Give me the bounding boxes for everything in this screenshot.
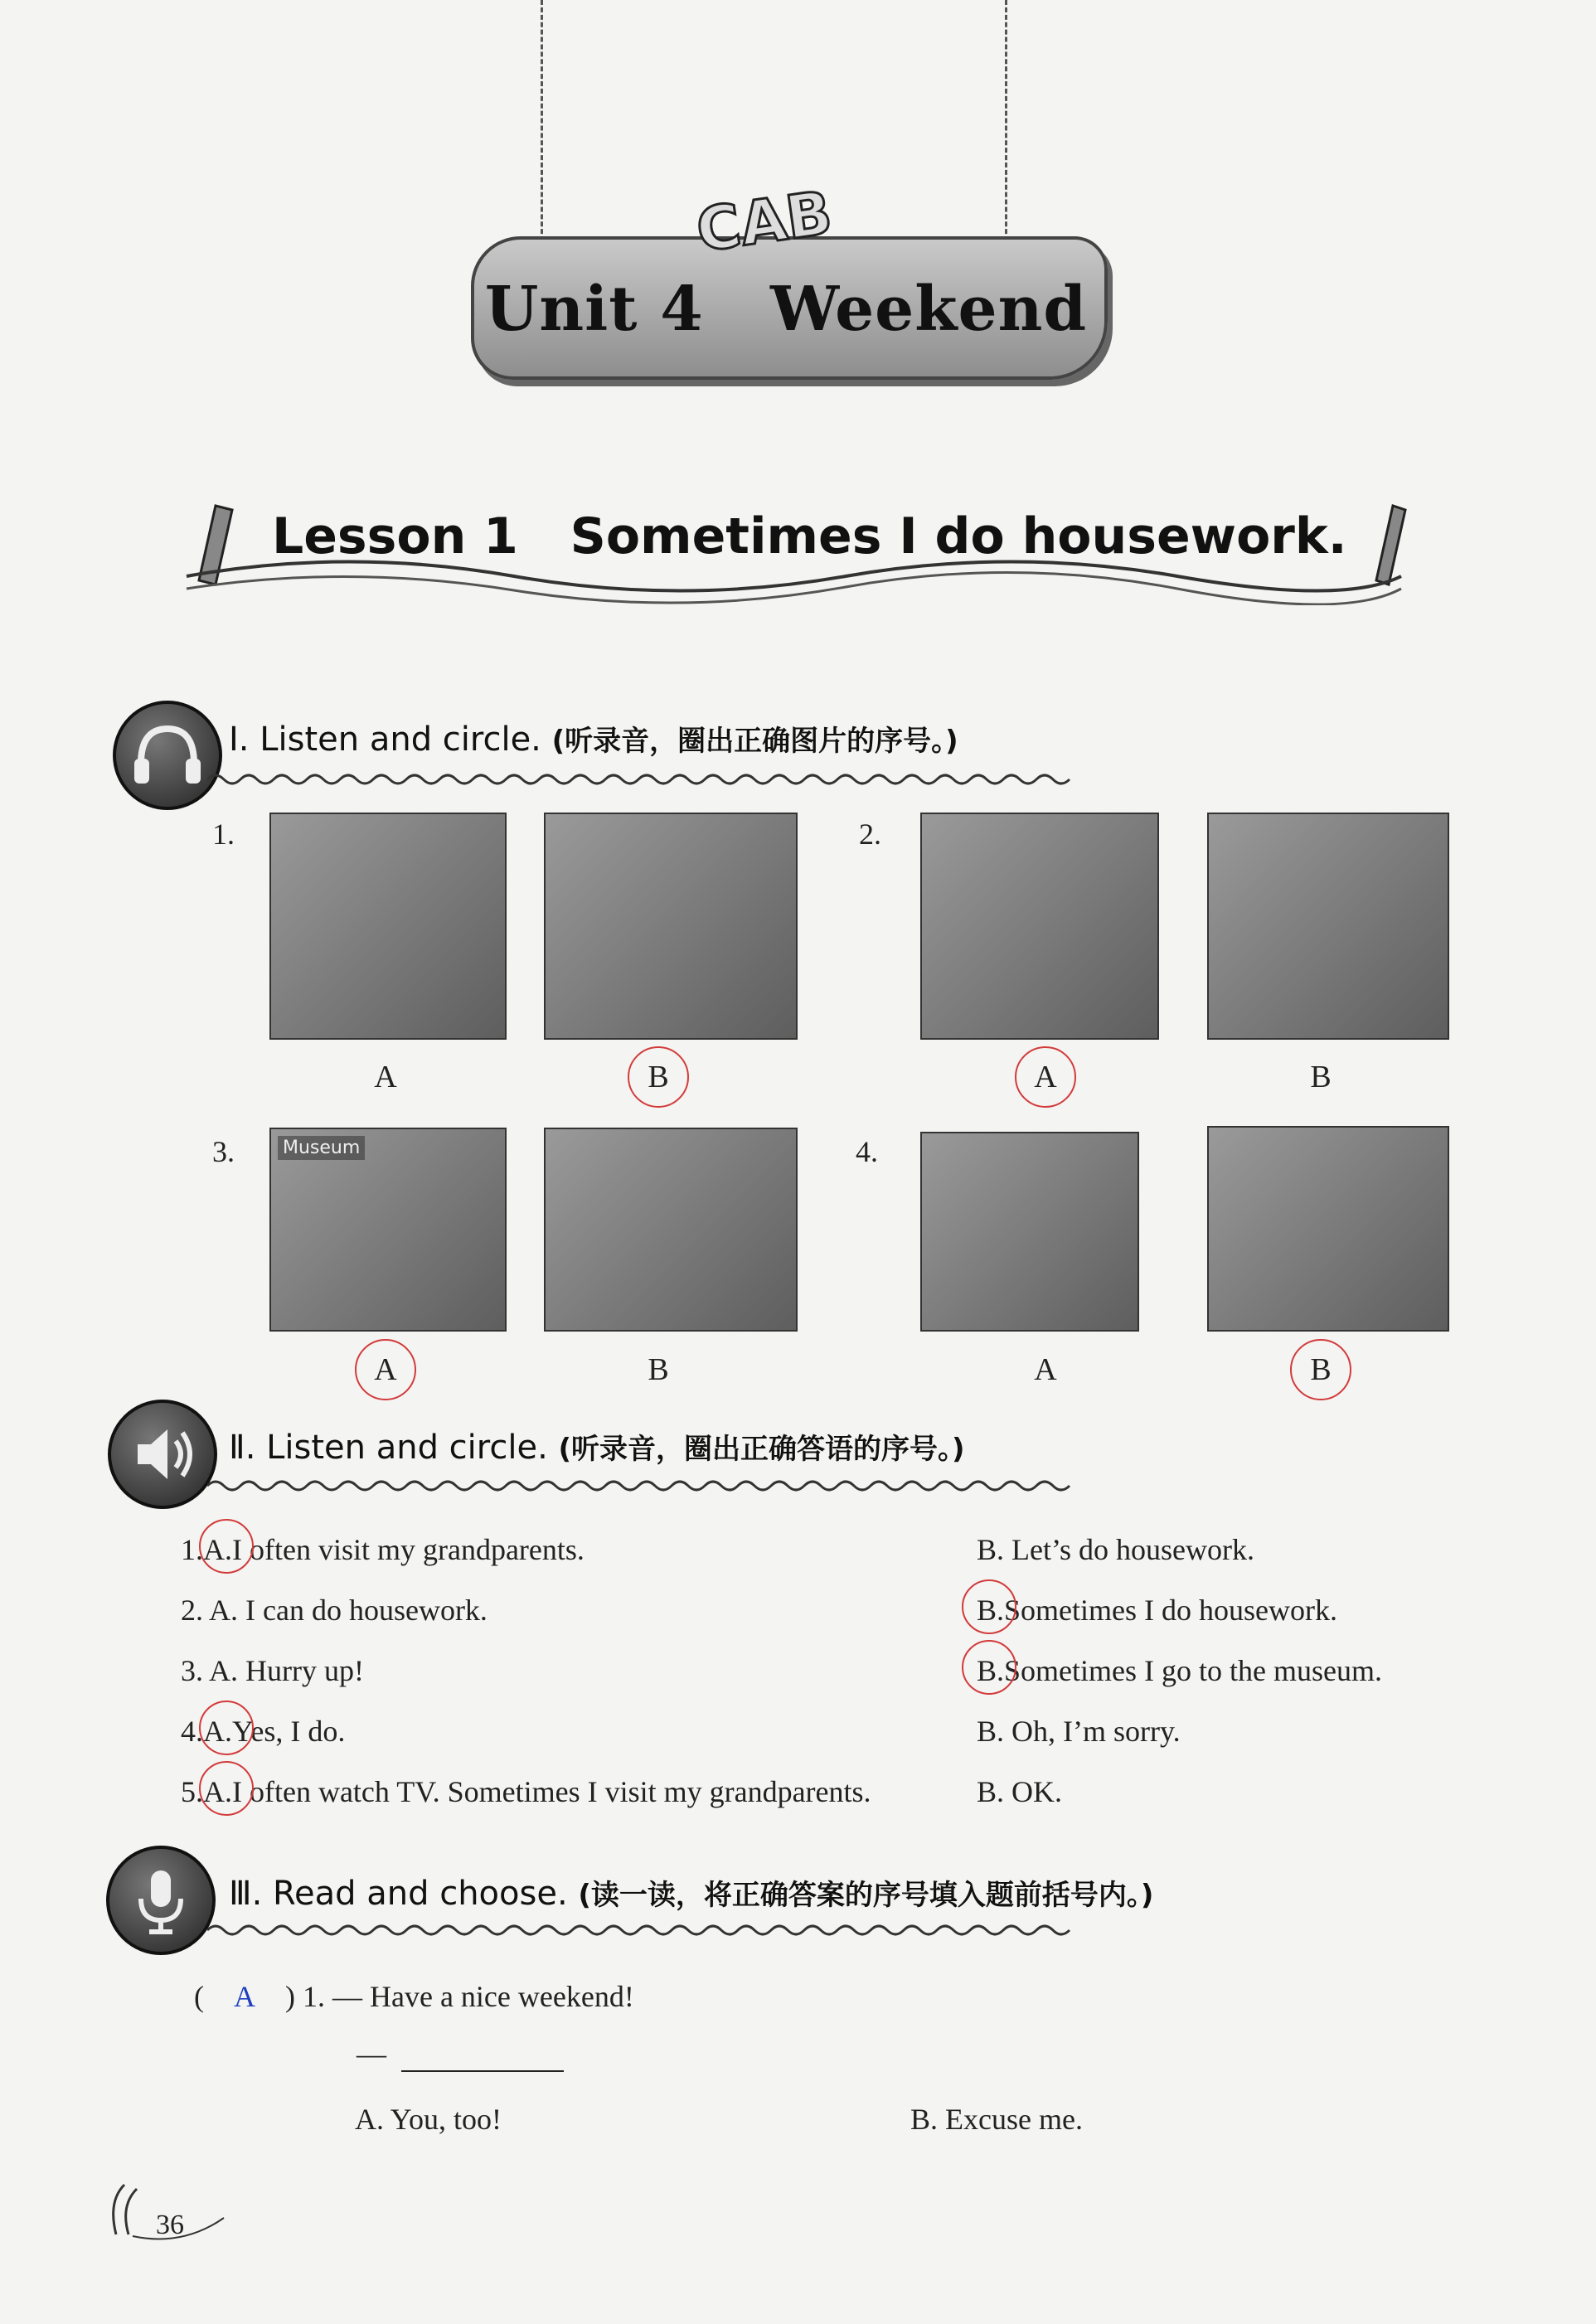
- q2-2-answer-circle: [962, 1579, 1016, 1634]
- q2-4-a-text: Yes, I do.: [232, 1715, 346, 1748]
- q2-3-answer-circle: [962, 1640, 1016, 1695]
- q3-1-close-bracket: ): [285, 1980, 295, 2013]
- q3-1-answer[interactable]: A: [234, 1980, 255, 2013]
- item3-label-a[interactable]: A: [374, 1352, 397, 1387]
- item2-label-b[interactable]: B: [1310, 1060, 1332, 1094]
- q2-4-option-b[interactable]: B. Oh, I’m sorry.: [977, 1715, 1181, 1748]
- q2-3-number: 3. A.: [181, 1654, 239, 1687]
- section3-underline: [207, 1922, 1434, 1938]
- item4-answer-circle: [1290, 1339, 1351, 1400]
- q2-3-b-letter: B.: [977, 1654, 1005, 1687]
- item1-label-b[interactable]: B: [648, 1060, 669, 1094]
- q2-5-option-b[interactable]: B. OK.: [977, 1775, 1063, 1808]
- section1-roman: Ⅰ: [229, 720, 239, 759]
- unit-title: [471, 274, 1101, 345]
- q2-2-b-text: Sometimes I do housework.: [1004, 1594, 1337, 1627]
- lesson-number: Lesson 1: [272, 507, 518, 565]
- q3-1-blank-line[interactable]: [401, 2070, 564, 2072]
- item2-picture-b[interactable]: [1207, 813, 1449, 1040]
- q3-1-number: 1.: [303, 1980, 325, 2013]
- section1-underline: [207, 771, 1434, 788]
- item3-picture-a-caption: Museum: [278, 1136, 365, 1160]
- item3-answer-circle: [355, 1339, 416, 1400]
- q3-1-open-bracket: (: [194, 1980, 204, 2013]
- unit-number: Unit 4: [484, 274, 704, 345]
- section1-heading: [229, 718, 958, 759]
- q3-1-prompt: — Have a nice weekend!: [332, 1980, 634, 2013]
- item2-label-a[interactable]: A: [1034, 1060, 1057, 1094]
- sign-string-right: [1005, 0, 1007, 249]
- section2-heading: [229, 1426, 965, 1467]
- speaker-icon: [108, 1400, 217, 1509]
- q2-4-answer-circle: [199, 1701, 254, 1755]
- microphone-icon: [106, 1846, 216, 1955]
- q2-1-a-text: I often visit my grandparents.: [232, 1533, 585, 1566]
- page-number: 36: [156, 2210, 184, 2240]
- q3-1-reply-dash: —: [357, 2037, 386, 2070]
- q2-4-number: 4.: [181, 1715, 203, 1748]
- section1-title: . Listen and circle.: [238, 720, 541, 759]
- section3-instruction: (读一读，将正确答案的序号填入题前括号内。): [578, 1879, 1154, 1912]
- q2-5-number: 5.: [181, 1775, 203, 1808]
- q2-2-option-b[interactable]: [977, 1593, 1337, 1628]
- cab-logo: CAB: [691, 177, 837, 265]
- q2-4-a-letter: A.: [203, 1715, 232, 1748]
- q2-2-option-a[interactable]: [181, 1593, 488, 1628]
- section2-instruction: (听录音，圈出正确答语的序号。): [558, 1433, 965, 1466]
- item3-picture-a[interactable]: [269, 1128, 507, 1332]
- item1-picture-b[interactable]: [544, 813, 798, 1040]
- q3-1-option-a[interactable]: A. You, too!: [355, 2103, 502, 2136]
- q2-2-a-text: I can do housework.: [245, 1594, 488, 1627]
- headphones-icon: [113, 701, 222, 810]
- q2-2-b-letter: B.: [977, 1594, 1005, 1627]
- q3-1-line: [194, 1979, 634, 2014]
- section3-title: . Read and choose.: [251, 1875, 568, 1913]
- section2-title: . Listen and circle.: [245, 1429, 548, 1467]
- item3-label-b[interactable]: B: [648, 1352, 669, 1387]
- item4-label-a[interactable]: A: [1034, 1352, 1057, 1387]
- item4-label-b[interactable]: B: [1310, 1352, 1332, 1387]
- unit-name: Weekend: [770, 274, 1088, 345]
- sign-string-left: [541, 0, 543, 249]
- section2-roman: Ⅱ: [229, 1429, 245, 1467]
- item2-picture-a[interactable]: [920, 813, 1159, 1040]
- q2-1-answer-circle: [199, 1519, 254, 1574]
- q2-1-number: 1.: [181, 1533, 203, 1566]
- q2-5-answer-circle: [199, 1761, 254, 1816]
- lesson-title: [272, 507, 1347, 565]
- item4-number: 4.: [856, 1135, 878, 1168]
- item1-label-a[interactable]: A: [374, 1060, 397, 1094]
- item3-picture-b[interactable]: [544, 1128, 798, 1332]
- q2-3-option-b[interactable]: [977, 1653, 1382, 1688]
- section1-instruction: (听录音，圈出正确图片的序号。): [551, 725, 958, 758]
- item1-number: 1.: [212, 818, 235, 851]
- q2-5-a-letter: A.: [203, 1775, 232, 1808]
- section3-heading: [229, 1872, 1153, 1913]
- q2-2-number: 2. A.: [181, 1594, 239, 1627]
- item4-picture-b[interactable]: [1207, 1126, 1449, 1332]
- q2-3-b-text: Sometimes I go to the museum.: [1004, 1654, 1382, 1687]
- item2-number: 2.: [859, 818, 881, 851]
- q2-3-a-text: Hurry up!: [245, 1654, 364, 1687]
- q3-1-option-b[interactable]: B. Excuse me.: [910, 2103, 1083, 2136]
- item2-answer-circle: [1015, 1046, 1076, 1108]
- item1-answer-circle: [628, 1046, 689, 1108]
- q2-5-option-a[interactable]: [181, 1774, 871, 1809]
- item1-picture-a[interactable]: [269, 813, 507, 1040]
- item4-picture-a[interactable]: [920, 1132, 1139, 1332]
- q2-1-option-b[interactable]: B. Let’s do housework.: [977, 1533, 1254, 1566]
- q2-3-option-a[interactable]: [181, 1653, 364, 1688]
- q2-1-a-letter: A.: [203, 1533, 232, 1566]
- section3-roman: Ⅲ: [229, 1875, 252, 1913]
- lesson-name: Sometimes I do housework.: [570, 507, 1347, 565]
- item3-number: 3.: [212, 1135, 235, 1168]
- section2-underline: [207, 1477, 1434, 1494]
- q2-5-a-text: I often watch TV. Sometimes I visit my grandparents.: [232, 1775, 871, 1808]
